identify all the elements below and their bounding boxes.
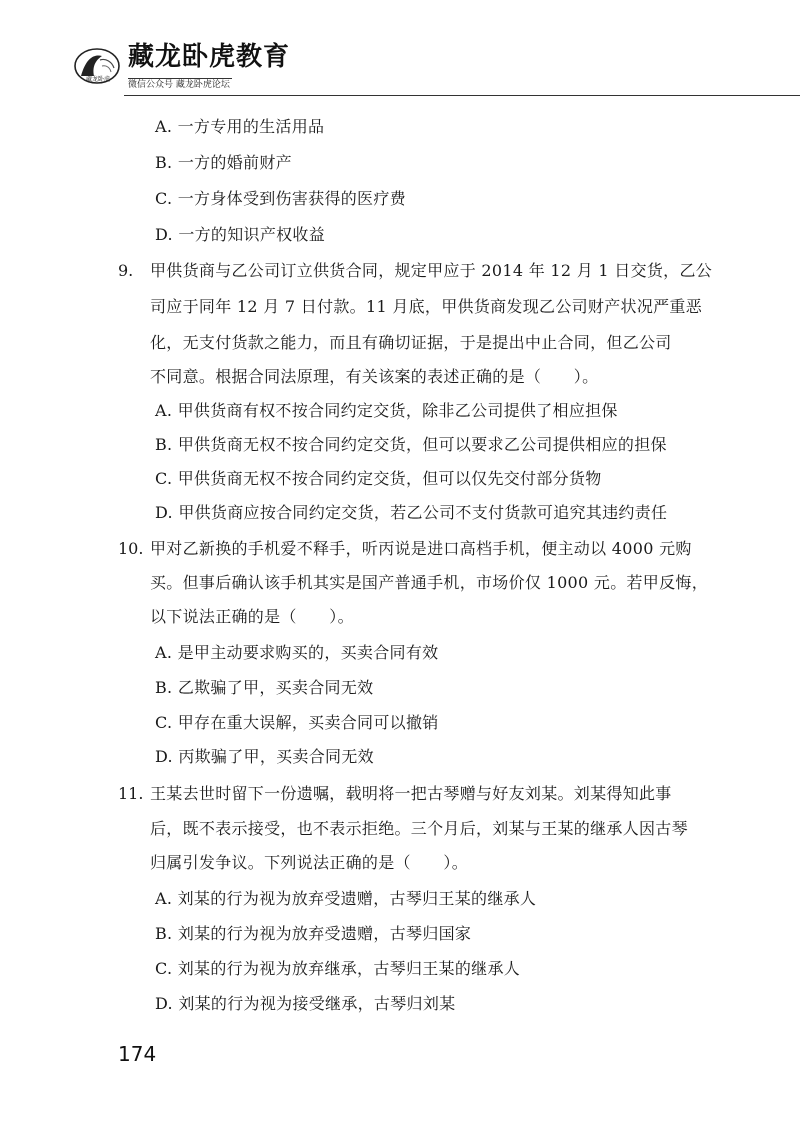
question-number: 10. <box>118 539 144 558</box>
option-d: D. 一方的知识产权收益 <box>155 225 326 244</box>
question-stem-line: 甲供货商与乙公司订立供货合同，规定甲应于 2014 年 12 月 1 日交货，乙公 <box>150 261 713 280</box>
question-stem-line: 归属引发争议。下列说法正确的是（ ）。 <box>150 853 469 872</box>
logo-caption: 藏龙卧虎 <box>86 76 111 83</box>
option-b: B. 甲供货商无权不按合同约定交货，但可以要求乙公司提供相应的担保 <box>155 435 667 454</box>
question-stem-line: 不同意。根据合同法原理，有关该案的表述正确的是（ ）。 <box>150 367 599 386</box>
question-stem-line: 买。但事后确认该手机其实是国产普通手机，市场价仅 1000 元。若甲反悔， <box>150 573 708 592</box>
option-b: B. 乙欺骗了甲，买卖合同无效 <box>155 678 374 697</box>
option-d: D. 刘某的行为视为接受继承，古琴归刘某 <box>155 994 456 1013</box>
option-a: A. 一方专用的生活用品 <box>155 117 325 136</box>
question-stem-line: 化，无支付货款之能力，而且有确切证据，于是提出中止合同，但乙公司 <box>150 333 672 352</box>
option-c: C. 一方身体受到伤害获得的医疗费 <box>155 189 406 208</box>
option-d: D. 甲供货商应按合同约定交货，若乙公司不支付货款可追究其违约责任 <box>155 503 668 522</box>
question-stem-line: 王某去世时留下一份遗嘱，载明将一把古琴赠与好友刘某。刘某得知此事 <box>150 784 672 803</box>
option-b: B. 一方的婚前财产 <box>155 153 292 172</box>
option-c: C. 刘某的行为视为放弃继承，古琴归王某的继承人 <box>155 959 521 978</box>
page-header <box>0 0 800 96</box>
option-c: C. 甲供货商无权不按合同约定交货，但可以仅先交付部分货物 <box>155 469 602 488</box>
option-a: A. 甲供货商有权不按合同约定交货，除非乙公司提供了相应担保 <box>155 401 618 420</box>
page-number: 174 <box>118 1042 157 1066</box>
brand-title: 藏龙卧虎教育 <box>128 42 291 72</box>
brand-subtitle: 微信公众号 藏龙卧虎论坛 <box>128 80 230 90</box>
option-c: C. 甲存在重大误解，买卖合同可以撤销 <box>155 713 439 732</box>
question-number: 9. <box>118 261 134 280</box>
option-a: A. 刘某的行为视为放弃受遗赠，古琴归王某的继承人 <box>155 889 537 908</box>
question-number: 11. <box>118 784 144 803</box>
option-d: D. 丙欺骗了甲，买卖合同无效 <box>155 747 374 766</box>
question-stem-line: 司应于同年 12 月 7 日付款。11 月底，甲供货商发现乙公司财产状况严重恶 <box>150 297 703 316</box>
question-stem-line: 后，既不表示接受，也不表示拒绝。三个月后，刘某与王某的继承人因古琴 <box>150 819 688 838</box>
header-divider <box>124 95 800 96</box>
option-b: B. 刘某的行为视为放弃受遗赠，古琴归国家 <box>155 924 472 943</box>
question-stem-line: 以下说法正确的是（ ）。 <box>150 607 354 626</box>
question-stem-line: 甲对乙新换的手机爱不释手，听丙说是进口高档手机，便主动以 4000 元购 <box>150 539 692 558</box>
option-a: A. 是甲主动要求购买的，买卖合同有效 <box>155 643 439 662</box>
